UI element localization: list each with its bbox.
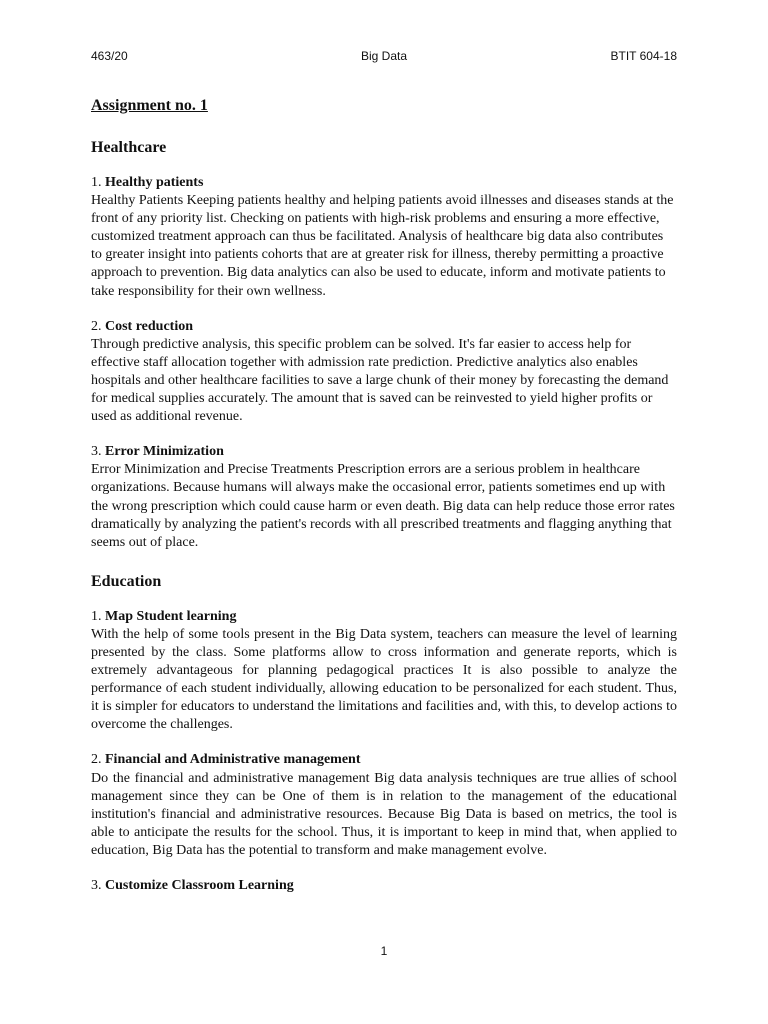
item-number: 3. — [91, 444, 102, 460]
section-healthcare — [91, 138, 677, 552]
item-heading-text: Healthy patients — [105, 175, 204, 190]
item-body: Through predictive analysis, this specific problem can be solved. It's far easier to access help for effective staff allocation together with admission rate prediction. Predictive analytics also enables hospitals and other healthcare facilities to save a large chunk of their money by forecasting the demand for medical supplies accurately. The amount that is saved can be reinvested to yield higher profits or used as additional revenue. — [91, 336, 669, 425]
list-item — [91, 877, 677, 895]
item-heading-text: Financial and Administrative management — [105, 752, 361, 768]
list-item — [91, 608, 677, 735]
document-body — [91, 96, 677, 912]
item-body: Do the financial and administrative management Big data analysis techniques are true allies of school management since they can be One of them is in relation to the management of the educational institution's financial and administrative resources. Because Big Data is based on metrics, the tool is able to anticipate the results for the school. Thus, it is important to keep in mind that, when applied to education, Big Data has the potential to transform and make management evolve. — [91, 770, 677, 858]
item-number: 3. — [91, 878, 102, 893]
item-heading — [91, 443, 677, 461]
header-subject: Big Data — [360, 49, 408, 63]
item-body: Healthy Patients Keeping patients healthy and helping patients avoid illnesses and diseases stands at the front of any priority list. Checking on patients with high-risk problems and ensuring a more effective, customized treatment approach can thus be facilitated. Analysis of healthcare big data also contributes to greater insight into patients cohorts that are at greater risk for illness, thereby permitting a proactive approach to prevention. Big data analytics can also be used to educate, inform and motivate patients to take responsibility for their own wellness. — [91, 193, 674, 299]
item-body: Error Minimization and Precise Treatments Prescription errors are a serious problem in healthcare organizations. Because humans will always make the occasional error, patients sometimes end up with the wrong prescription which could cause harm or even death. Big data can help reduce those error rates dramatically by analyzing the patient's records with all prescribed treatments and flagging anything that seems out of place. — [91, 462, 675, 550]
item-heading-text: Error Minimization — [105, 444, 224, 460]
item-heading-text: Map Student learning — [105, 608, 237, 624]
item-heading — [91, 608, 677, 626]
page-header — [91, 48, 677, 64]
list-item — [91, 174, 677, 301]
item-heading — [91, 318, 677, 336]
section-education — [91, 572, 677, 895]
item-body: With the help of some tools present in the Big Data system, teachers can measure the level of learning presented by the class. Some platforms allow to cross information and generate reports, which is extremely advantageous for planning pedagogical practices It is also possible to analyze the performance of each student individually, allowing education to be personalized for each student. Thus, it is simpler for educators to understand the limitations and facilities and, with this, to develop actions to overcome the challenges. — [91, 626, 677, 733]
list-item — [91, 318, 677, 427]
item-number: 1. — [91, 608, 102, 624]
item-number: 2. — [91, 318, 102, 334]
item-heading — [91, 751, 677, 769]
item-heading — [91, 877, 677, 895]
section-title: Healthcare — [91, 139, 167, 156]
header-course-code: BTIT 604-18 — [610, 49, 677, 63]
assignment-title: Assignment no. 1 — [91, 97, 208, 114]
section-title: Education — [91, 572, 162, 590]
list-item — [91, 443, 677, 552]
page-number: 1 — [380, 944, 388, 958]
item-number: 2. — [91, 752, 102, 768]
item-heading-text: Customize Classroom Learning — [105, 878, 294, 893]
item-heading-text: Cost reduction — [105, 318, 194, 334]
item-number: 1. — [91, 175, 102, 190]
header-roll-number: 463/20 — [91, 49, 128, 63]
item-heading — [91, 174, 677, 192]
list-item — [91, 751, 677, 860]
